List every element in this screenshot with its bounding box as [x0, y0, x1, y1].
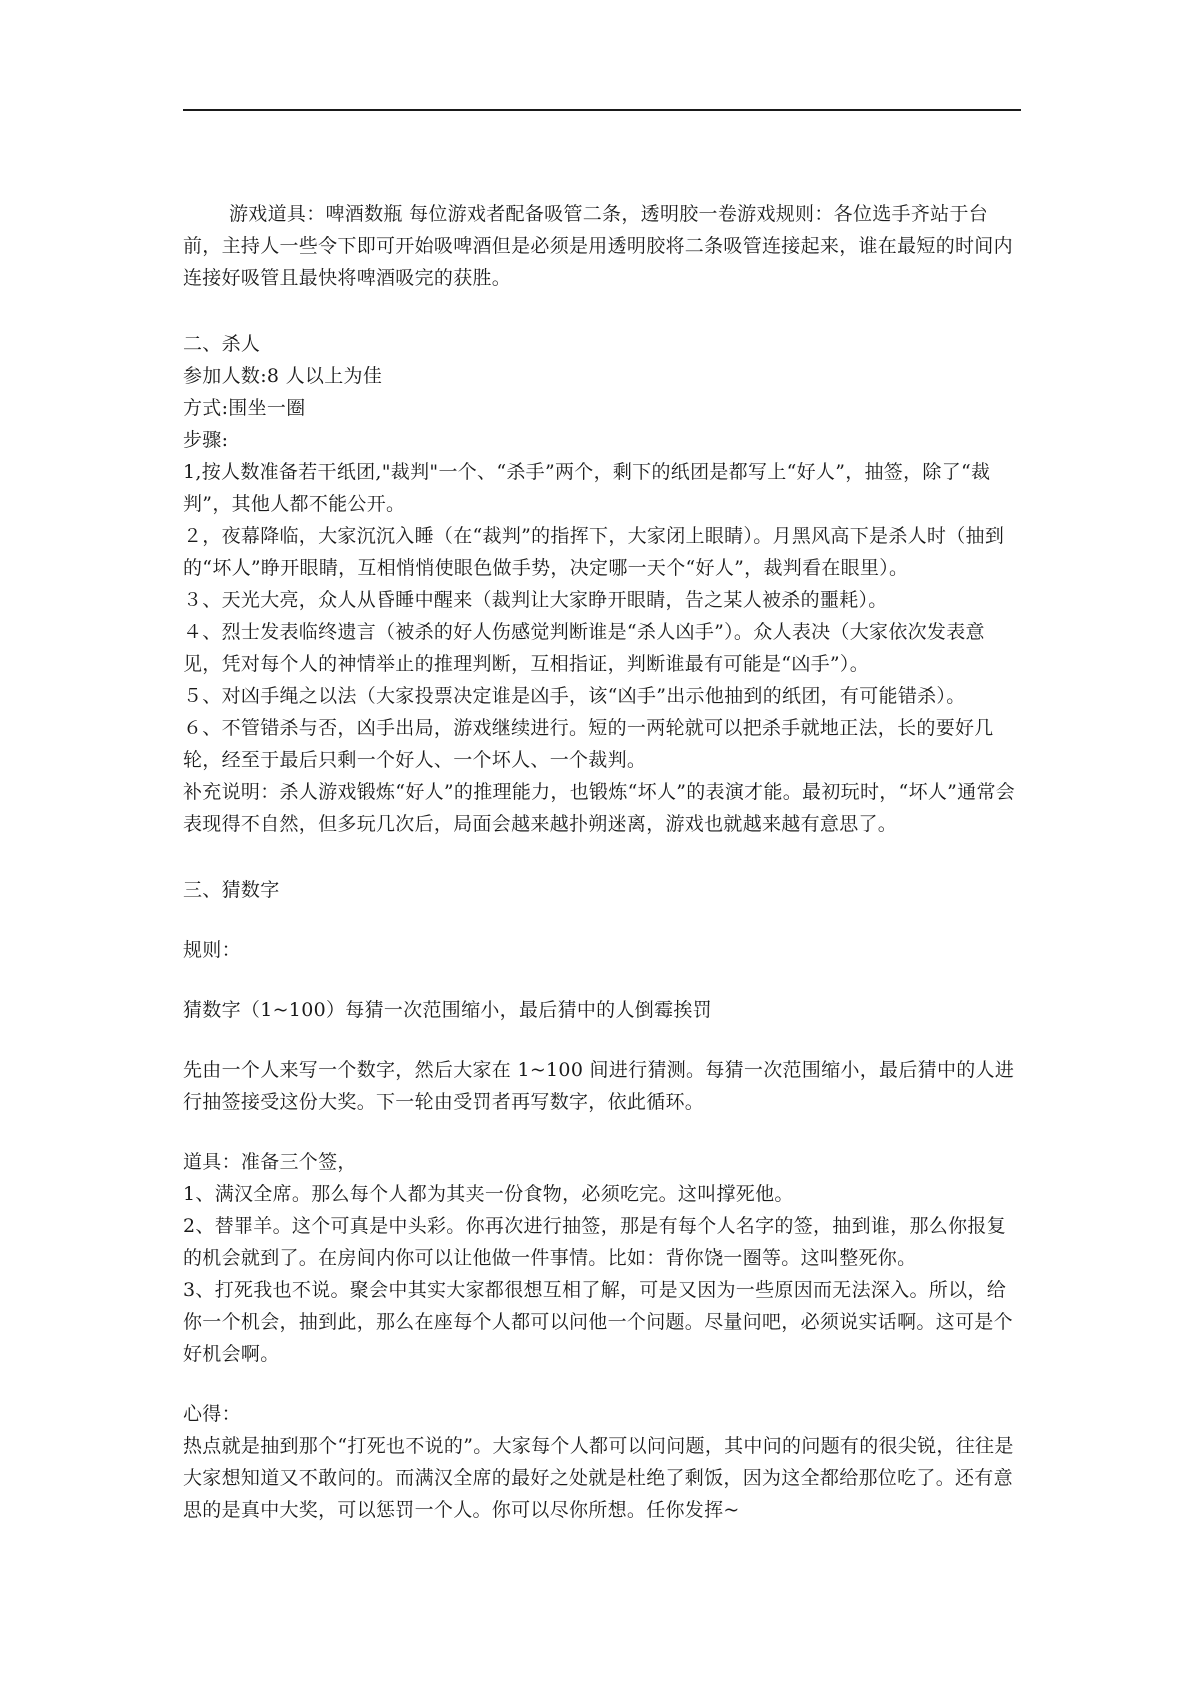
rule-summary: 猜数字（1~100）每猜一次范围缩小，最后猜中的人倒霉挨罚: [183, 999, 712, 1021]
step-5: ５、对凶手绳之以法（大家投票决定谁是凶手，该“凶手”出示他抽到的纸团，有可能错杀）。: [183, 685, 966, 707]
rules-label: 规则：: [183, 939, 241, 961]
section-2-title: 二、杀人: [183, 333, 261, 355]
prop-1: 1、满汉全席。那么每个人都为其夹一份食物，必须吃完。这叫撑死他。: [183, 1183, 794, 1205]
supplement-note: 补充说明：杀人游戏锻炼“好人”的推理能力，也锻炼“坏人”的表演才能。最初玩时，“坏人”通常会表现得不自然，但多玩几次后，局面会越来越扑朔迷离，游戏也就越来越有意思了。: [183, 781, 1016, 835]
step-4: ４、烈士发表临终遗言（被杀的好人伤感觉判断谁是“杀人凶手”）。众人表决（大家依次发表意见，凭对每个人的神情举止的推理判断，互相指证，判断谁最有可能是“凶手”）。: [183, 621, 985, 675]
document-body: [183, 198, 1023, 1526]
props-label: 道具：准备三个签，: [183, 1151, 357, 1173]
prop-3: 3、打死我也不说。聚会中其实大家都很想互相了解，可是又因为一些原因而无法深入。所以，给你一个机会，抽到此，那么在座每个人都可以问他一个问题。尽量问吧，必须说实话啊。这可是个好机会啊。: [183, 1279, 1013, 1365]
intro-paragraph: 游戏道具：啤酒数瓶 每位游戏者配备吸管二条，透明胶一卷游戏规则：各位选手齐站于台前，主持人一些令下即可开始吸啤酒但是必须是用透明胶将二条吸管连接起来，谁在最短的时间内连接好吸管且最快将啤酒吸完的获胜。: [183, 203, 1013, 289]
prop-2: 2、替罪羊。这个可真是中头彩。你再次进行抽签，那是有每个人名字的签，抽到谁，那么你报复的机会就到了。在房间内你可以让他做一件事情。比如：背你饶一圈等。这叫整死你。: [183, 1215, 1006, 1269]
step-3: ３、天光大亮，众人从昏睡中醒来（裁判让大家睁开眼睛，告之某人被杀的噩耗）。: [183, 589, 888, 611]
rule-detail: 先由一个人来写一个数字，然后大家在 1~100 间进行猜测。每猜一次范围缩小，最后猜中的人进行抽签接受这份大奖。下一轮由受罚者再写数字，依此循环。: [183, 1059, 1015, 1113]
steps-label: 步骤:: [183, 429, 229, 451]
header-rule: [183, 109, 1021, 111]
method-line: 方式:围坐一圈: [183, 397, 306, 419]
section-3-title: 三、猜数字: [183, 879, 280, 901]
step-6: ６、不管错杀与否，凶手出局，游戏继续进行。短的一两轮就可以把杀手就地正法，长的要好几轮，经至于最后只剩一个好人、一个坏人、一个裁判。: [183, 717, 994, 771]
step-1: 1,按人数准备若干纸团,"裁判"一个、“杀手”两个，剩下的纸团是都写上“好人”，抽签，除了“裁判”，其他人都不能公开。: [183, 461, 991, 515]
thoughts-label: 心得：: [183, 1403, 241, 1425]
thoughts-paragraph: 热点就是抽到那个“打死也不说的”。大家每个人都可以问问题，其中问的问题有的很尖锐，往往是大家想知道又不敢问的。而满汉全席的最好之处就是杜绝了剩饭，因为这全都给那位吃了。还有意思的是真中大奖，可以惩罚一个人。你可以尽你所想。任你发挥~: [183, 1435, 1014, 1521]
players-line: 参加人数:8 人以上为佳: [183, 365, 383, 387]
step-2: ２，夜幕降临，大家沉沉入睡（在“裁判”的指挥下，大家闭上眼睛）。月黑风高下是杀人时（抽到的“坏人”睁开眼睛，互相悄悄使眼色做手势，决定哪一天个“好人”，裁判看在眼里）。: [183, 525, 1005, 579]
